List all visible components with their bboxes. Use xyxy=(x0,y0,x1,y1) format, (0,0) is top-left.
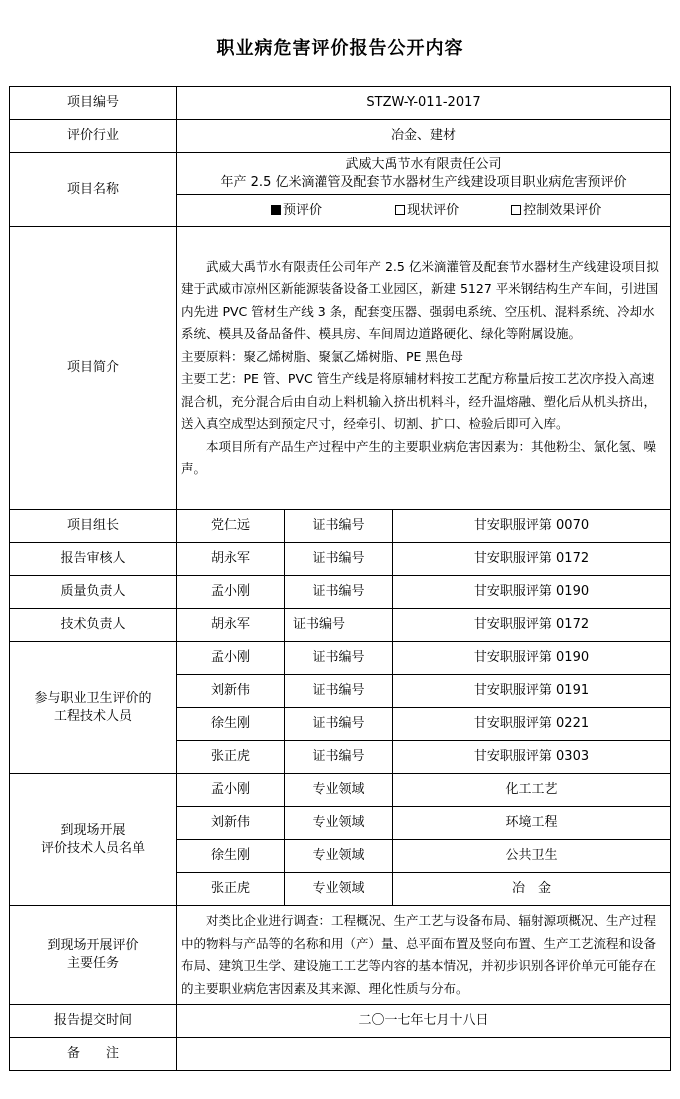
staff-cert: 甘安职服评第 0172 xyxy=(393,609,671,642)
project-company: 武威大禹节水有限责任公司 xyxy=(345,156,502,172)
participant-cert-label: 证书编号 xyxy=(285,741,393,774)
row-tasks xyxy=(10,906,671,1005)
participant-cert: 甘安职服评第 0191 xyxy=(393,675,671,708)
option-status-eval[interactable] xyxy=(395,202,507,220)
row-industry xyxy=(10,120,671,153)
staff-cert-label: 证书编号 xyxy=(285,510,393,543)
tasks-label-line1: 到现场开展评价 xyxy=(47,938,139,953)
staff-cert: 甘安职服评第 0172 xyxy=(393,543,671,576)
onsite-name: 徐生刚 xyxy=(177,840,285,873)
participant-cert: 甘安职服评第 0221 xyxy=(393,708,671,741)
row-onsite xyxy=(10,774,671,807)
participant-cert-label: 证书编号 xyxy=(285,675,393,708)
onsite-field: 化工工艺 xyxy=(393,774,671,807)
onsite-name: 孟小刚 xyxy=(177,774,285,807)
staff-name: 胡永军 xyxy=(177,609,285,642)
participants-label xyxy=(10,642,177,774)
intro-process: 主要工艺：PE 管、PVC 管生产线是将原辅材料按工艺配方称量后按工艺次序投入高速混合机，充分混合后由自动上料机输入挤出机料斗，经升温熔融、塑化后从机头挤出，送入真空成型达到预定尺寸，经牵引、切割、扩口、检验后即可入库。 xyxy=(181,371,657,431)
participant-name: 徐生刚 xyxy=(177,708,285,741)
staff-role: 项目组长 xyxy=(10,510,177,543)
staff-cert: 甘安职服评第 0070 xyxy=(393,510,671,543)
intro-paragraph-1: 武威大禹节水有限责任公司年产 2.5 亿米滴灌管及配套节水器材生产线建设项目拟建于武威市凉州区新能源装备设备工业园区，新建 5127 平米钢结构生产车间，引进国内先进 PVC 管材生产线 3 条，配套变压器、强弱电系统、空压机、混料系统、冷却水系统、模具及备品备件、模具房、车间周边道路硬化、绿化等附属设施。 xyxy=(181,258,659,341)
industry-label: 评价行业 xyxy=(10,120,177,153)
staff-role: 报告审核人 xyxy=(10,543,177,576)
participant-name: 刘新伟 xyxy=(177,675,285,708)
tasks-text: 对类比企业进行调查：工程概况、生产工艺与设备布局、辐射源项概况、生产过程中的物料与产品等的名称和用（产）量、总平面布置及竖向布置、生产工艺流程和设备布局、建筑卫生学、建设施工工艺等内容的基本情况，并初步识别各评价单元可能存在的主要职业病危害因素及其来源、理化性质与分布。 xyxy=(177,906,671,1005)
remarks-value xyxy=(177,1038,671,1071)
project-title: 年产 2.5 亿米滴灌管及配套节水器材生产线建设项目职业病危害预评价 xyxy=(220,174,627,190)
document-title: 职业病危害评价报告公开内容 xyxy=(216,38,464,59)
row-staff xyxy=(10,510,671,543)
staff-role: 技术负责人 xyxy=(10,609,177,642)
staff-cert-label: 证书编号 xyxy=(285,576,393,609)
staff-role: 质量负责人 xyxy=(10,576,177,609)
participants-label-line2: 工程技术人员 xyxy=(53,708,132,724)
checkbox-checked-icon xyxy=(271,205,281,215)
staff-cert-label: 证书编号 xyxy=(285,609,393,642)
checkbox-icon xyxy=(511,205,521,215)
participant-cert: 甘安职服评第 0190 xyxy=(393,642,671,675)
tasks-label xyxy=(10,906,177,1005)
intro-hazards: 本项目所有产品生产过程中产生的主要职业病危害因素为：其他粉尘、氯化氢、噪声。 xyxy=(181,438,657,476)
industry-value: 冶金、建材 xyxy=(177,120,671,153)
onsite-field-label: 专业领域 xyxy=(285,774,393,807)
staff-name: 党仁远 xyxy=(177,510,285,543)
participants-label-line1: 参与职业卫生评价的 xyxy=(34,690,152,706)
onsite-field-label: 专业领域 xyxy=(285,807,393,840)
participant-cert-label: 证书编号 xyxy=(285,642,393,675)
onsite-field-label: 专业领域 xyxy=(285,873,393,906)
option-pre-eval-label: 预评价 xyxy=(283,202,323,218)
onsite-name: 刘新伟 xyxy=(177,807,285,840)
project-name-value xyxy=(177,153,671,195)
participant-name: 孟小刚 xyxy=(177,642,285,675)
onsite-label-line2: 评价技术人员名单 xyxy=(40,840,145,856)
onsite-label-line1: 到现场开展 xyxy=(60,822,126,838)
row-submit-time xyxy=(10,1005,671,1038)
row-staff xyxy=(10,609,671,642)
row-participant xyxy=(10,642,671,675)
project-no-value: STZW-Y-011-2017 xyxy=(177,87,671,120)
onsite-name: 张正虎 xyxy=(177,873,285,906)
onsite-label xyxy=(10,774,177,906)
intro-materials: 主要原料：聚乙烯树脂、聚氯乙烯树脂、PE 黑色母 xyxy=(181,348,463,364)
row-project-name xyxy=(10,153,671,195)
project-name-label: 项目名称 xyxy=(10,153,177,227)
row-project-no xyxy=(10,87,671,120)
staff-cert: 甘安职服评第 0190 xyxy=(393,576,671,609)
intro-label: 项目简介 xyxy=(10,227,177,510)
onsite-field: 环境工程 xyxy=(393,807,671,840)
submit-time-value: 二〇一七年七月十八日 xyxy=(177,1005,671,1038)
staff-name: 孟小刚 xyxy=(177,576,285,609)
project-no-label: 项目编号 xyxy=(10,87,177,120)
option-control-eval[interactable] xyxy=(511,202,601,220)
onsite-field: 公共卫生 xyxy=(393,840,671,873)
option-pre-eval[interactable] xyxy=(271,202,391,220)
row-remarks xyxy=(10,1038,671,1071)
remarks-label: 备 注 xyxy=(10,1038,177,1071)
onsite-field: 冶 金 xyxy=(393,873,671,906)
option-control-eval-label: 控制效果评价 xyxy=(523,202,602,218)
staff-name: 胡永军 xyxy=(177,543,285,576)
eval-type-options xyxy=(177,195,671,227)
participant-name: 张正虎 xyxy=(177,741,285,774)
tasks-label-line2: 主要任务 xyxy=(66,956,119,971)
row-staff xyxy=(10,576,671,609)
row-staff xyxy=(10,543,671,576)
checkbox-icon xyxy=(395,205,405,215)
option-status-eval-label: 现状评价 xyxy=(407,202,460,218)
disclosure-table xyxy=(9,86,671,1071)
submit-time-label: 报告提交时间 xyxy=(10,1005,177,1038)
staff-cert-label: 证书编号 xyxy=(285,543,393,576)
participant-cert: 甘安职服评第 0303 xyxy=(393,741,671,774)
participant-cert-label: 证书编号 xyxy=(285,708,393,741)
onsite-field-label: 专业领域 xyxy=(285,840,393,873)
row-intro xyxy=(10,227,671,510)
intro-content xyxy=(177,227,671,510)
